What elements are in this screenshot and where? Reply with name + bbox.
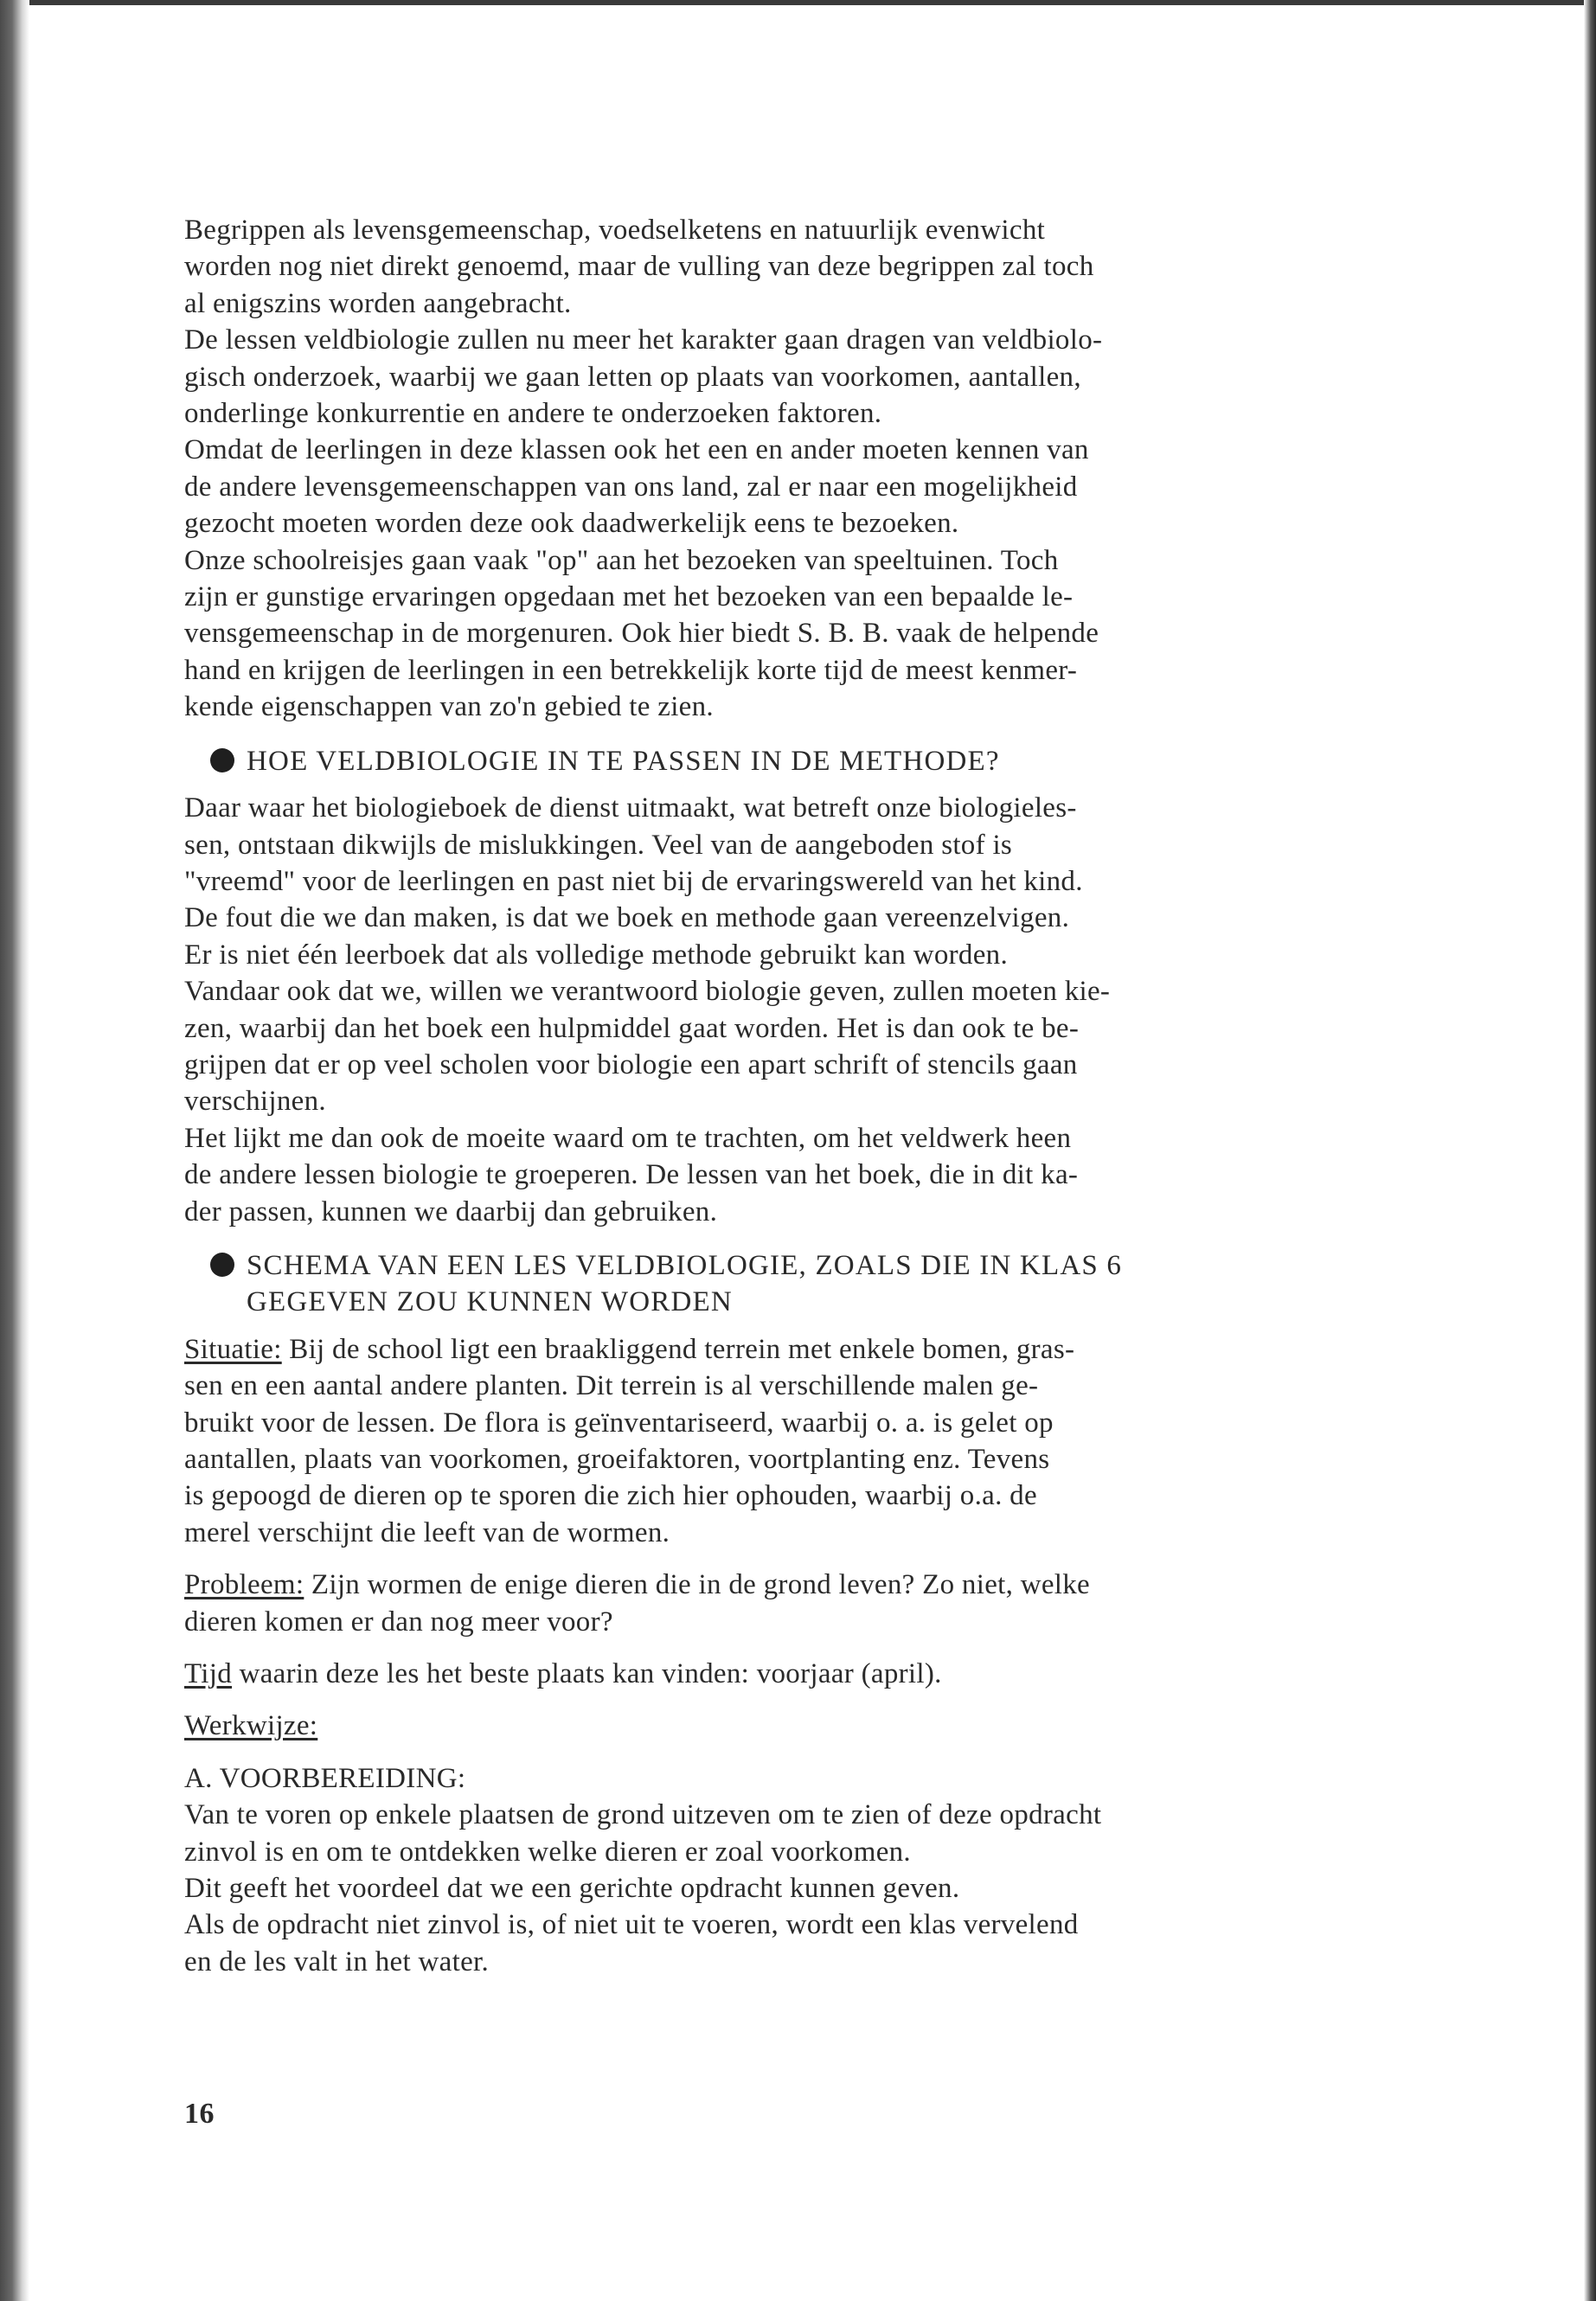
text-line: merel verschijnt die leeft van de wormen. [184,1516,670,1548]
werkwijze-label: Werkwijze: [184,1710,318,1742]
scan-edge-top [0,0,1596,5]
text-line: kende eigenschappen van zo'n gebied te zien. [184,691,714,723]
text-line [184,1567,1482,1603]
text-line [184,1656,1482,1692]
text-line: vensgemeenschap in de morgenuren. Ook hier biedt S. B. B. vaak de helpende [184,618,1099,650]
text-line [184,1708,1482,1744]
text-line: der passen, kunnen we daarbij dan gebruiken. [184,1195,718,1227]
text-line: sen, ontstaan dikwijls de mislukkingen. Veel van de aangeboden stof is [184,829,1013,861]
text-line: grijpen dat er op veel scholen voor biologie een apart schrift of stencils gaan [184,1048,1078,1080]
text-line: dieren komen er dan nog meer voor? [184,1606,613,1638]
werkwijze-block [184,1708,1482,1744]
section-heading-methode [184,743,1482,779]
text-line: gisch onderzoek, waarbij we gaan letten op plaats van voorkomen, aantallen, [184,361,1081,393]
tijd-block [184,1656,1482,1692]
tijd-text: waarin deze les het beste plaats kan vinden: voorjaar (april). [232,1658,942,1690]
text-line: Van te voren op enkele plaatsen de grond uitzeven om te zien of deze opdracht [184,1799,1102,1831]
text-line: Omdat de leerlingen in deze klassen ook het een en ander moeten kennen van [184,434,1089,466]
section-heading-schema [184,1247,1482,1321]
text-line: aantallen, plaats van voorkomen, groeifaktoren, voortplanting enz. Tevens [184,1444,1050,1475]
heading-text: HOE VELDBIOLOGIE IN TE PASSEN IN DE METHODE? [247,745,1000,777]
bullet-icon [210,1253,234,1277]
text-line: Onze schoolreisjes gaan vaak "op" aan het bezoeken van speeltuinen. Toch [184,544,1059,576]
methode-paragraph [184,790,1482,1230]
text-line: onderlinge konkurrentie en andere te onderzoeken faktoren. [184,398,882,430]
page-number: 16 [184,2098,215,2130]
text-line: Daar waar het biologieboek de dienst uitmaakt, wat betreft onze biologieles- [184,792,1077,824]
situatie-label: Situatie: [184,1333,282,1365]
text-line: hand en krijgen de leerlingen in een betrekkelijk korte tijd de meest kenmer- [184,654,1078,686]
text-line: De lessen veldbiologie zullen nu meer het karakter gaan dragen van veldbiolo- [184,324,1103,356]
text-line [184,1331,1482,1368]
bullet-icon [210,748,234,772]
intro-paragraph [184,212,1482,726]
text-line: en de les valt in het water. [184,1945,490,1977]
situatie-text: Bij de school ligt een braakliggend terrein met enkele bomen, gras- [281,1333,1075,1365]
heading-text: GEGEVEN ZOU KUNNEN WORDEN [247,1286,733,1318]
page-body [184,212,1482,1980]
text-line: gezocht moeten worden deze ook daadwerkelijk eens te bezoeken. [184,508,959,540]
text-line: worden nog niet direkt genoemd, maar de vulling van deze begrippen zal toch [184,251,1094,283]
heading-text-block [247,1247,1122,1321]
text-line: verschijnen. [184,1086,326,1118]
text-line: bruikt voor de lessen. De flora is geïnventariseerd, waarbij o. a. is gelet op [184,1407,1054,1439]
text-line: zijn er gunstige ervaringen opgedaan met het bezoeken van een bepaalde le- [184,581,1074,613]
text-line: de andere lessen biologie te groeperen. De lessen van het boek, die in dit ka- [184,1159,1079,1191]
text-line: al enigszins worden aangebracht. [184,287,572,319]
probleem-label: Probleem: [184,1569,304,1601]
text-line: de andere levensgemeenschappen van ons land, zal er naar een mogelijkheid [184,471,1078,503]
tijd-label: Tijd [184,1658,233,1690]
text-line: sen en een aantal andere planten. Dit terrein is al verschillende malen ge- [184,1370,1039,1402]
situatie-block [184,1331,1482,1551]
voorbereiding-block [184,1760,1482,1980]
text-line: "vreemd" voor de leerlingen en past niet bij de ervaringswereld van het kind. [184,865,1083,897]
text-line: Het lijkt me dan ook de moeite waard om te trachten, om het veldwerk heen [184,1122,1072,1154]
voorbereiding-heading: A. VOORBEREIDING: [184,1762,466,1794]
text-line: is gepoogd de dieren op te sporen die zich hier ophouden, waarbij o.a. de [184,1480,1037,1512]
probleem-block [184,1567,1482,1640]
text-line: zen, waarbij dan het boek een hulpmiddel gaat worden. Het is dan ook te be- [184,1012,1080,1044]
text-line: De fout die we dan maken, is dat we boek en methode gaan vereenzelvigen. [184,902,1070,934]
text-line: Vandaar ook dat we, willen we verantwoord biologie geven, zullen moeten kie- [184,976,1111,1008]
text-line: zinvol is en om te ontdekken welke dieren er zoal voorkomen. [184,1836,911,1868]
heading-text: SCHEMA VAN EEN LES VELDBIOLOGIE, ZOALS DIE IN KLAS 6 [247,1249,1123,1281]
scan-edge-right [1584,0,1596,2301]
probleem-text: Zijn wormen de enige dieren die in de grond leven? Zo niet, welke [304,1569,1090,1601]
text-line: Er is niet één leerboek dat als volledige methode gebruikt kan worden. [184,939,1009,971]
text-line: Begrippen als levensgemeenschap, voedselketens en natuurlijk evenwicht [184,215,1046,246]
scan-edge-left [0,0,29,2301]
text-line: Als de opdracht niet zinvol is, of niet uit te voeren, wordt een klas vervelend [184,1909,1079,1941]
text-line: Dit geeft het voordeel dat we een gerichte opdracht kunnen geven. [184,1873,960,1905]
